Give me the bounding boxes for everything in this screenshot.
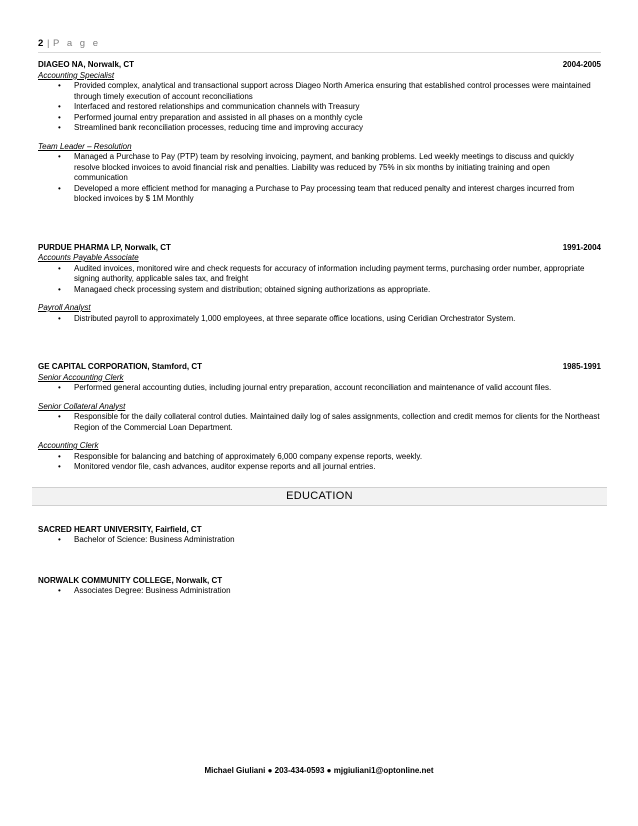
contact-footer: Michael Giuliani ● 203-434-0593 ● mjgiuliani1@optonline.net (204, 766, 434, 775)
list-item: • Provided complex, analytical and transactional support across Diageo North America ensuring that established control processes were maintained through timely execution of account reconciliations (74, 81, 601, 102)
job-purdue (38, 243, 601, 325)
bullet-list (38, 452, 601, 473)
page-header (38, 38, 601, 53)
list-item: • Responsible for balancing and batching of approximately 6,000 company expense reports, weekly. (74, 452, 601, 463)
role-title: Accounting Specialist (38, 70, 115, 80)
list-item: • Developed a more efficient method for managing a Purchase to Pay processing team that reduced penalty and interest charges incurred from blocked invoices by $ 1M Monthly (74, 184, 601, 205)
job-heading (38, 362, 601, 373)
education-heading: EDUCATION (32, 487, 607, 506)
role-title: Team Leader – Resolution (38, 141, 132, 151)
role-title: Senior Collateral Analyst (38, 401, 126, 411)
page-word: P a g e (53, 38, 101, 49)
job-years: 1985-1991 (562, 362, 601, 371)
list-item: • Managaed check processing system and distribution; obtained signing authorizations as appropriate. (74, 285, 601, 296)
list-item: • Streamlined bank reconciliation processes, reducing time and improving accuracy (74, 123, 601, 134)
bullet-list (38, 383, 601, 394)
list-item: • Monitored vendor file, cash advances, auditor expense reports and all journal entries. (74, 462, 601, 473)
job-heading (38, 60, 601, 71)
list-item: • Bachelor of Science: Business Administration (74, 535, 601, 546)
company-name: DIAGEO NA, Norwalk, CT (38, 60, 135, 69)
role-title: Payroll Analyst (38, 303, 91, 312)
bullet-list (38, 81, 601, 134)
school-name-text: SACRED HEART UNIVERSITY, Fairfield, CT (38, 524, 202, 534)
school-norwalk-cc (38, 576, 601, 597)
school-name (38, 576, 601, 587)
school-sacred-heart (38, 525, 601, 546)
job-years: 2004-2005 (562, 60, 601, 69)
list-item: • Interfaced and restored relationships and communication channels with Treasury (74, 102, 601, 113)
job-diageo (38, 60, 601, 205)
bullet-list (38, 314, 601, 325)
role-title: Accounting Clerk (38, 441, 99, 450)
school-name (38, 525, 601, 536)
list-item: • Distributed payroll to approximately 1,000 employees, at three separate office locations, using Ceridian Orchestrator System. (74, 314, 601, 325)
bullet-list (38, 152, 601, 205)
list-item: • Responsible for the daily collateral control duties. Maintained daily log of sales assignments, collection and credit memos for clients for the Northeast Region of the Commercial Loan Department. (74, 412, 601, 433)
job-years: 1991-2004 (562, 242, 601, 252)
resume-content (38, 60, 601, 597)
job-heading (38, 243, 601, 254)
list-item: • Performed journal entry preparation and assisted in all phases on a monthly cycle (74, 113, 601, 124)
company-name: GE CAPITAL CORPORATION, Stamford, CT (38, 362, 203, 371)
list-item: • Audited invoices, monitored wire and check requests for accuracy of information including payment terms, purchasing order number, appropriate signing authority, applicable sales tax, and freight (74, 264, 601, 285)
list-item: • Associates Degree: Business Administration (74, 586, 601, 597)
page-number: 2 (38, 38, 44, 49)
bullet-list (38, 412, 601, 433)
bullet-list (38, 535, 601, 546)
bullet-list (38, 586, 601, 597)
role-title: Accounts Payable Associate (38, 253, 139, 262)
job-ge-capital (38, 362, 601, 473)
bullet-list (38, 264, 601, 296)
company-name: PURDUE PHARMA LP, Norwalk, CT (38, 242, 171, 252)
list-item: • Performed general accounting duties, including journal entry preparation, account reconciliation and maintenance of valid account files. (74, 383, 601, 394)
list-item: • Managed a Purchase to Pay (PTP) team by resolving invoicing, payment, and banking problems. Led weekly meetings to discuss and quickly resolve blocked invoices to avoid financial risk and penalties. Liability was reduced by 75% in six months by initiating training and open communication (74, 152, 601, 184)
school-name-text: NORWALK COMMUNITY COLLEGE, Norwalk, CT (38, 575, 223, 585)
page-separator: | (46, 38, 50, 49)
role-title: Senior Accounting Clerk (38, 372, 124, 382)
